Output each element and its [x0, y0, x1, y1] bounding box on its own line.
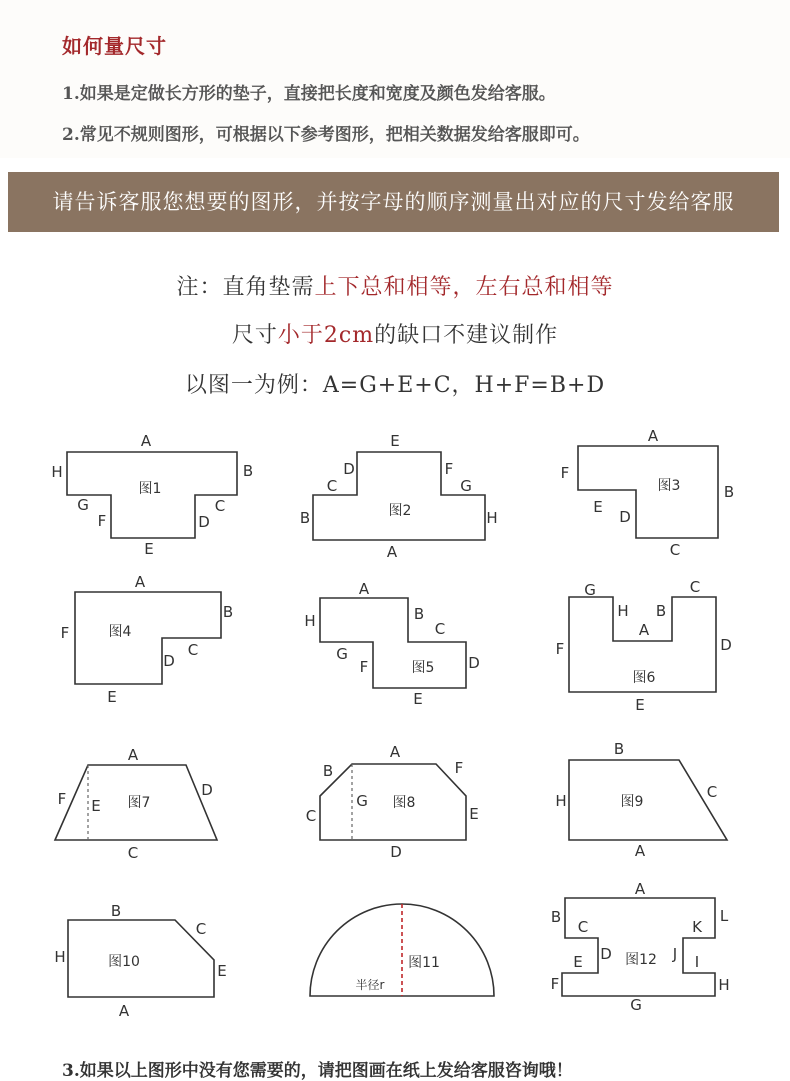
- f4-label-D: D: [163, 652, 175, 670]
- f10-label-E: E: [217, 962, 227, 980]
- figure-5-outline: [320, 598, 466, 688]
- f4-label-C: C: [187, 641, 199, 659]
- f12-label-A: A: [634, 880, 646, 898]
- f2-label-D: D: [343, 460, 355, 478]
- f8-label-E: E: [469, 805, 479, 823]
- f6-name: 图6: [632, 670, 656, 686]
- f9-label-H: H: [555, 792, 567, 810]
- rule-1: 1.如果是定做长方形的垫子，直接把长度和宽度及颜色发给客服。: [62, 84, 556, 104]
- note-line-1-prefix: 注：直角垫需: [176, 275, 315, 300]
- f5-label-C: C: [434, 620, 446, 638]
- f4-label-B: B: [222, 603, 234, 621]
- f12-label-J: J: [672, 945, 678, 963]
- f11-label-半径r: 半径r: [355, 978, 385, 992]
- figure-9-outline: [569, 760, 727, 840]
- f12-label-C: C: [577, 918, 589, 936]
- f10-label-A: A: [118, 1002, 130, 1020]
- f1-label-C: C: [214, 497, 226, 515]
- f8-label-B: B: [322, 762, 334, 780]
- f1-label-H: H: [51, 463, 63, 481]
- f6-label-B: B: [655, 602, 667, 620]
- rule-2: 2.常见不规则图形，可根据以下参考图形，把相关数据发给客服即可。: [62, 125, 590, 145]
- f6-label-E: E: [635, 696, 645, 714]
- f8-label-G: G: [356, 792, 368, 810]
- f10-label-C: C: [195, 920, 207, 938]
- instruction-banner: 请告诉客服您想要的图形，并按字母的顺序测量出对应的尺寸发给客服: [8, 172, 779, 232]
- f8-label-A: A: [389, 743, 401, 761]
- f6-label-G: G: [584, 581, 596, 599]
- f10-name: 图10: [108, 954, 140, 970]
- f3-label-B: B: [723, 483, 735, 501]
- f5-label-A: A: [358, 580, 370, 598]
- f9-name: 图9: [620, 794, 644, 810]
- f5-label-H: H: [304, 612, 316, 630]
- f10-label-H: H: [54, 948, 66, 966]
- f4-name: 图4: [108, 624, 132, 640]
- figure-2-outline: [313, 452, 485, 540]
- figure-4-outline: [75, 592, 221, 684]
- footer-note: 3.如果以上图形中没有您需要的，请把图画在纸上发给客服咨询哦！: [62, 1061, 573, 1081]
- f5-label-D: D: [468, 654, 480, 672]
- f12-label-B: B: [550, 908, 562, 926]
- f5-label-F: F: [359, 658, 369, 676]
- f7-label-E: E: [91, 797, 101, 815]
- f7-label-A: A: [127, 746, 139, 764]
- f2-label-G: G: [460, 477, 472, 495]
- page-title: 如何量尺寸: [62, 34, 167, 58]
- f1-label-D: D: [198, 513, 210, 531]
- f12-label-F: F: [550, 975, 560, 993]
- f2-label-B: B: [299, 509, 311, 527]
- f6-label-H: H: [617, 602, 629, 620]
- f6-label-C: C: [689, 578, 701, 596]
- f9-label-B: B: [613, 740, 625, 758]
- f12-label-D: D: [600, 945, 612, 963]
- f6-label-D: D: [720, 636, 732, 654]
- f2-label-A: A: [386, 543, 398, 561]
- f4-label-F: F: [60, 624, 70, 642]
- note-line-1-highlight: 上下总和相等，左右总和相等: [314, 275, 614, 300]
- f12-label-I: I: [694, 953, 700, 971]
- f12-name: 图12: [625, 952, 657, 968]
- f6-label-F: F: [555, 640, 565, 658]
- f5-label-E: E: [413, 690, 423, 708]
- f3-label-D: D: [619, 508, 631, 526]
- f8-label-F: F: [454, 759, 464, 777]
- f10-label-B: B: [110, 902, 122, 920]
- f1-label-E: E: [144, 540, 154, 558]
- f11-name: 图11: [408, 955, 440, 971]
- f12-label-E: E: [573, 953, 583, 971]
- note-line-3: 以图一为例：A=G+E+C，H+F=B+D: [184, 373, 606, 398]
- figure-12-outline: [562, 898, 715, 996]
- f7-label-C: C: [127, 844, 139, 862]
- f12-label-K: K: [692, 918, 702, 936]
- f5-label-G: G: [336, 645, 348, 663]
- f12-label-L: L: [719, 907, 729, 925]
- f3-label-C: C: [669, 541, 681, 559]
- f8-label-D: D: [390, 843, 402, 861]
- f2-name: 图2: [388, 503, 412, 519]
- f2-label-H: H: [486, 509, 498, 527]
- f7-name: 图7: [127, 795, 151, 811]
- note-line-2-highlight: 小于2cm: [277, 323, 375, 348]
- f6-label-A: A: [638, 621, 650, 639]
- f4-label-E: E: [107, 688, 117, 706]
- f1-label-G: G: [77, 496, 89, 514]
- f8-name: 图8: [392, 795, 416, 811]
- f9-label-A: A: [634, 842, 646, 860]
- f1-label-A: A: [140, 432, 152, 450]
- f7-label-F: F: [57, 790, 67, 808]
- f12-label-G: G: [630, 996, 642, 1014]
- f1-name: 图1: [138, 481, 162, 497]
- f2-label-E: E: [390, 432, 400, 450]
- f1-label-B: B: [242, 462, 254, 480]
- note-line-2-prefix: 尺寸: [231, 323, 278, 348]
- figure-3-outline: [578, 446, 718, 538]
- figure-10-outline: [68, 920, 214, 997]
- f3-name: 图3: [657, 478, 681, 494]
- f2-label-F: F: [444, 460, 454, 478]
- f2-label-C: C: [326, 477, 338, 495]
- f9-label-C: C: [706, 783, 718, 801]
- f3-label-F: F: [560, 464, 570, 482]
- f5-label-B: B: [413, 605, 425, 623]
- note-line-2-suffix: 的缺口不建议制作: [374, 323, 559, 348]
- f4-label-A: A: [134, 573, 146, 591]
- f7-label-D: D: [201, 781, 213, 799]
- f8-label-C: C: [305, 807, 317, 825]
- f1-label-F: F: [97, 512, 107, 530]
- f12-label-H: H: [718, 976, 730, 994]
- f3-label-E: E: [593, 498, 603, 516]
- f3-label-A: A: [647, 427, 659, 445]
- f5-name: 图5: [411, 660, 435, 676]
